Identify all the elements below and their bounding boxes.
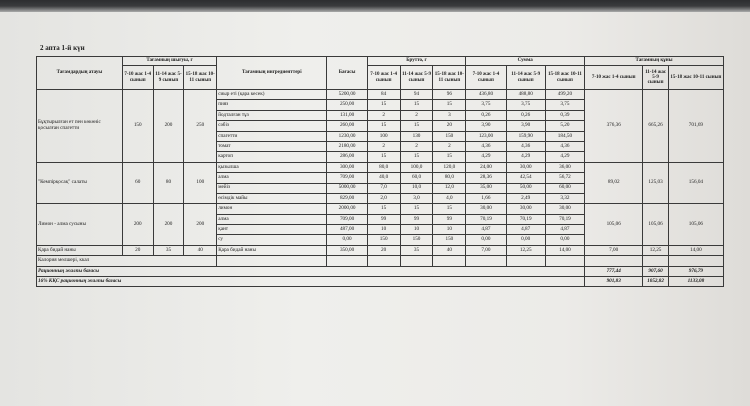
brutto-value: 15 bbox=[367, 152, 400, 162]
totals-value: 777,44 bbox=[585, 266, 643, 276]
brutto-value: 40,0 bbox=[367, 173, 400, 183]
ingredient-name: йодталған тұз bbox=[217, 110, 327, 120]
ingredient-price: 709,00 bbox=[327, 173, 367, 183]
portion-weight: 200 bbox=[153, 204, 184, 246]
portion-cost: 7,00 bbox=[585, 245, 643, 255]
ingredient-name: лимон bbox=[217, 204, 327, 214]
sum-value: 3,75 bbox=[466, 100, 506, 110]
sum-value: 4,36 bbox=[506, 141, 545, 151]
portion-weight: 200 bbox=[153, 90, 184, 163]
ingredient-price: 350,00 bbox=[327, 245, 367, 255]
empty-cell bbox=[668, 256, 723, 266]
header-portion-cost-group: Тағамның құны bbox=[585, 57, 724, 66]
ingredient-name: алма bbox=[217, 214, 327, 224]
brutto-value: 10 bbox=[367, 225, 400, 235]
portion-cost: 105,06 bbox=[668, 204, 723, 246]
header-brutto-group: Брутто, г bbox=[367, 57, 466, 66]
brutto-value: 2 bbox=[367, 141, 400, 151]
brutto-value: 2 bbox=[433, 141, 466, 151]
brutto-value: 15 bbox=[367, 121, 400, 131]
totals-value: 907,60 bbox=[643, 266, 668, 276]
brutto-value: 3,0 bbox=[400, 193, 433, 203]
sum-value: 3,32 bbox=[545, 193, 584, 203]
brutto-value: 15 bbox=[400, 121, 433, 131]
brutto-value: 150 bbox=[400, 235, 433, 245]
sum-value: 0,26 bbox=[506, 110, 545, 120]
brutto-value: 150 bbox=[433, 131, 466, 141]
ingredient-price: 0,00 bbox=[327, 235, 367, 245]
sum-value: 0,26 bbox=[466, 110, 506, 120]
header-age-column: 15-18 жас 10-11 сынып bbox=[668, 66, 723, 90]
brutto-value: 80,0 bbox=[433, 173, 466, 183]
ingredient-price: 2000,00 bbox=[327, 204, 367, 214]
header-portion-group: Тағамның шығуы, г bbox=[122, 57, 216, 66]
portion-cost: 665,26 bbox=[643, 90, 668, 163]
dish-name: Лимон - алма сусыны bbox=[37, 204, 123, 246]
brutto-value: 100 bbox=[367, 131, 400, 141]
sum-value: 4,29 bbox=[466, 152, 506, 162]
sum-value: 60,00 bbox=[545, 183, 584, 193]
sum-value: 4,87 bbox=[506, 225, 545, 235]
header-age-column: 11-14 жас 5-9 сынып bbox=[506, 66, 545, 90]
sum-value: 2,49 bbox=[506, 193, 545, 203]
portion-weight: 200 bbox=[184, 204, 217, 246]
totals-label: 16% КҚС рационның жалпы бағасы bbox=[37, 277, 585, 287]
sum-value: 30,00 bbox=[506, 162, 545, 172]
sum-value: 56,72 bbox=[545, 173, 584, 183]
totals-row bbox=[37, 266, 724, 276]
brutto-value: 12,0 bbox=[433, 183, 466, 193]
ingredient-name: сиыр еті (қара кесек) bbox=[217, 90, 327, 100]
ingredient-name: Қара бидай наны bbox=[217, 245, 327, 255]
brutto-value: 3 bbox=[433, 110, 466, 120]
ingredient-name: томат bbox=[217, 141, 327, 151]
portion-cost: 125,03 bbox=[643, 162, 668, 204]
header-age-column: 7-10 жас 1-4 сынып bbox=[122, 66, 153, 90]
dish-name: Қара бидай наны bbox=[37, 245, 123, 255]
ingredient-price: 487,00 bbox=[327, 225, 367, 235]
portion-weight: 40 bbox=[184, 245, 217, 255]
brutto-value: 15 bbox=[400, 204, 433, 214]
sum-value: 4,36 bbox=[466, 141, 506, 151]
header-age-column: 11-14 жас 5-9 сынып bbox=[643, 66, 668, 90]
sum-value: 4,87 bbox=[466, 225, 506, 235]
header-age-column: 7-10 жас 1-4 сынып bbox=[585, 66, 643, 90]
brutto-value: 10 bbox=[400, 225, 433, 235]
ingredient-name: қызылша bbox=[217, 162, 327, 172]
ingredient-price: 250,00 bbox=[327, 100, 367, 110]
brutto-value: 96 bbox=[433, 90, 466, 100]
header-dish-name: Тағамдардың атауы bbox=[37, 57, 123, 90]
sum-value: 0,39 bbox=[545, 110, 584, 120]
header-age-column: 15-18 жас 10-11 сынып bbox=[184, 66, 217, 90]
totals-value: 1052,82 bbox=[643, 277, 668, 287]
sum-value: 1,66 bbox=[466, 193, 506, 203]
empty-cell bbox=[585, 256, 643, 266]
brutto-value: 2 bbox=[400, 141, 433, 151]
sum-value: 7,00 bbox=[466, 245, 506, 255]
sum-value: 488,80 bbox=[506, 90, 545, 100]
sum-value: 184,50 bbox=[545, 131, 584, 141]
sum-value: 0,00 bbox=[466, 235, 506, 245]
menu-cost-table bbox=[36, 56, 724, 287]
brutto-value: 20 bbox=[367, 245, 400, 255]
empty-cell bbox=[400, 256, 433, 266]
brutto-value: 150 bbox=[367, 235, 400, 245]
portion-cost: 12,25 bbox=[643, 245, 668, 255]
page-heading: 2 апта 1-й күн bbox=[40, 44, 85, 52]
brutto-value: 120,0 bbox=[433, 162, 466, 172]
sum-value: 436,80 bbox=[466, 90, 506, 100]
sum-value: 36,00 bbox=[545, 162, 584, 172]
sum-value: 4,29 bbox=[545, 152, 584, 162]
sum-value: 14,00 bbox=[545, 245, 584, 255]
portion-cost: 14,00 bbox=[668, 245, 723, 255]
empty-cell bbox=[545, 256, 584, 266]
brutto-value: 4,0 bbox=[433, 193, 466, 203]
ingredient-name: су bbox=[217, 235, 327, 245]
brutto-value: 84 bbox=[367, 90, 400, 100]
portion-weight: 250 bbox=[184, 90, 217, 163]
totals-value: 1133,08 bbox=[668, 277, 723, 287]
brutto-value: 99 bbox=[433, 214, 466, 224]
brutto-value: 2,0 bbox=[367, 193, 400, 203]
portion-cost: 156,04 bbox=[668, 162, 723, 204]
header-age-column: 11-14 жас 5-9 сынып bbox=[153, 66, 184, 90]
ingredient-price: 1230,00 bbox=[327, 131, 367, 141]
brutto-value: 80,0 bbox=[367, 162, 400, 172]
portion-cost: 105,06 bbox=[585, 204, 643, 246]
totals-value: 901,83 bbox=[585, 277, 643, 287]
totals-row bbox=[37, 277, 724, 287]
sum-value: 12,25 bbox=[506, 245, 545, 255]
sum-value: 70,19 bbox=[466, 214, 506, 224]
brutto-value: 15 bbox=[433, 204, 466, 214]
ingredient-name: мейіз bbox=[217, 183, 327, 193]
dish-name: Бұқтырылған ет пен көкөніс қосылған спагетти bbox=[37, 90, 123, 163]
brutto-value: 94 bbox=[400, 90, 433, 100]
ingredient-price: 2180,00 bbox=[327, 141, 367, 151]
header-age-column: 15-18 жас 10-11 сынып bbox=[433, 66, 466, 90]
table-row bbox=[37, 245, 724, 255]
calorie-label: Калория мөлшері, ккал bbox=[37, 256, 217, 266]
portion-weight: 60 bbox=[122, 162, 153, 204]
header-price: Бағасы bbox=[327, 57, 367, 90]
portion-weight: 80 bbox=[153, 162, 184, 204]
sum-value: 5,20 bbox=[545, 121, 584, 131]
header-age-column: 15-18 жас 10-11 сынып bbox=[545, 66, 584, 90]
portion-weight: 200 bbox=[122, 204, 153, 246]
sum-value: 24,00 bbox=[466, 162, 506, 172]
sum-value: 4,87 bbox=[545, 225, 584, 235]
empty-cell bbox=[433, 256, 466, 266]
portion-cost: 701,69 bbox=[668, 90, 723, 163]
ingredient-price: 829,00 bbox=[327, 193, 367, 203]
ingredient-name: пияз bbox=[217, 100, 327, 110]
sum-value: 42,54 bbox=[506, 173, 545, 183]
brutto-value: 10,0 bbox=[400, 183, 433, 193]
sum-value: 3,75 bbox=[506, 100, 545, 110]
empty-cell bbox=[466, 256, 506, 266]
header-sum-group: Сумма bbox=[466, 57, 585, 66]
table-row bbox=[37, 162, 724, 172]
sum-value: 70,19 bbox=[545, 214, 584, 224]
ingredient-name: өсімдік майы bbox=[217, 193, 327, 203]
header-ingredients: Тағамның ингредиенттері bbox=[217, 57, 327, 90]
brutto-value: 15 bbox=[400, 100, 433, 110]
sum-value: 30,00 bbox=[506, 204, 545, 214]
ingredient-price: 260,00 bbox=[327, 121, 367, 131]
calorie-row bbox=[37, 256, 724, 266]
dish-name: "Кемпірқосақ" салаты bbox=[37, 162, 123, 204]
sum-value: 30,00 bbox=[545, 204, 584, 214]
sum-value: 3,75 bbox=[545, 100, 584, 110]
sum-value: 4,29 bbox=[506, 152, 545, 162]
ingredient-price: 5200,00 bbox=[327, 90, 367, 100]
ingredient-name: алма bbox=[217, 173, 327, 183]
table-row bbox=[37, 204, 724, 214]
ingredient-name: қант bbox=[217, 225, 327, 235]
brutto-value: 100,0 bbox=[400, 162, 433, 172]
brutto-value: 2 bbox=[367, 110, 400, 120]
sum-value: 28,36 bbox=[466, 173, 506, 183]
portion-cost: 376,36 bbox=[585, 90, 643, 163]
portion-weight: 35 bbox=[153, 245, 184, 255]
sum-value: 499,20 bbox=[545, 90, 584, 100]
sum-value: 123,00 bbox=[466, 131, 506, 141]
header-age-column: 7-10 жас 1-4 сынып bbox=[466, 66, 506, 90]
brutto-value: 15 bbox=[367, 100, 400, 110]
sum-value: 3,90 bbox=[506, 121, 545, 131]
brutto-value: 15 bbox=[433, 100, 466, 110]
sum-value: 159,90 bbox=[506, 131, 545, 141]
sum-value: 4,36 bbox=[545, 141, 584, 151]
header-age-column: 7-10 жас 1-4 сынып bbox=[367, 66, 400, 90]
brutto-value: 15 bbox=[367, 204, 400, 214]
brutto-value: 150 bbox=[433, 235, 466, 245]
brutto-value: 99 bbox=[400, 214, 433, 224]
ingredient-name: картоп bbox=[217, 152, 327, 162]
empty-cell bbox=[217, 256, 327, 266]
portion-weight: 150 bbox=[122, 90, 153, 163]
empty-cell bbox=[367, 256, 400, 266]
ingredient-price: 709,00 bbox=[327, 214, 367, 224]
sum-value: 3,90 bbox=[466, 121, 506, 131]
brutto-value: 35 bbox=[400, 245, 433, 255]
empty-cell bbox=[643, 256, 668, 266]
brutto-value: 7,0 bbox=[367, 183, 400, 193]
brutto-value: 15 bbox=[400, 152, 433, 162]
sum-value: 30,00 bbox=[466, 204, 506, 214]
ingredient-price: 286,00 bbox=[327, 152, 367, 162]
sum-value: 35,00 bbox=[466, 183, 506, 193]
ingredient-price: 300,00 bbox=[327, 162, 367, 172]
portion-weight: 100 bbox=[184, 162, 217, 204]
ingredient-price: 5000,00 bbox=[327, 183, 367, 193]
empty-cell bbox=[327, 256, 367, 266]
brutto-value: 10 bbox=[433, 225, 466, 235]
sum-value: 50,00 bbox=[506, 183, 545, 193]
brutto-value: 2 bbox=[400, 110, 433, 120]
portion-weight: 20 bbox=[122, 245, 153, 255]
portion-cost: 89,02 bbox=[585, 162, 643, 204]
brutto-value: 130 bbox=[400, 131, 433, 141]
totals-label: Рационның жалпы бағасы bbox=[37, 266, 585, 276]
brutto-value: 99 bbox=[367, 214, 400, 224]
brutto-value: 40 bbox=[433, 245, 466, 255]
ingredient-name: спагетти bbox=[217, 131, 327, 141]
portion-cost: 105,06 bbox=[643, 204, 668, 246]
ingredient-name: сәбіз bbox=[217, 121, 327, 131]
ingredient-price: 131,00 bbox=[327, 110, 367, 120]
sum-value: 70,19 bbox=[506, 214, 545, 224]
table-row bbox=[37, 90, 724, 100]
brutto-value: 15 bbox=[433, 152, 466, 162]
header-age-column: 11-14 жас 5-9 сынып bbox=[400, 66, 433, 90]
empty-cell bbox=[506, 256, 545, 266]
totals-value: 976,79 bbox=[668, 266, 723, 276]
sum-value: 0,00 bbox=[545, 235, 584, 245]
brutto-value: 20 bbox=[433, 121, 466, 131]
sum-value: 0,00 bbox=[506, 235, 545, 245]
brutto-value: 60,0 bbox=[400, 173, 433, 183]
